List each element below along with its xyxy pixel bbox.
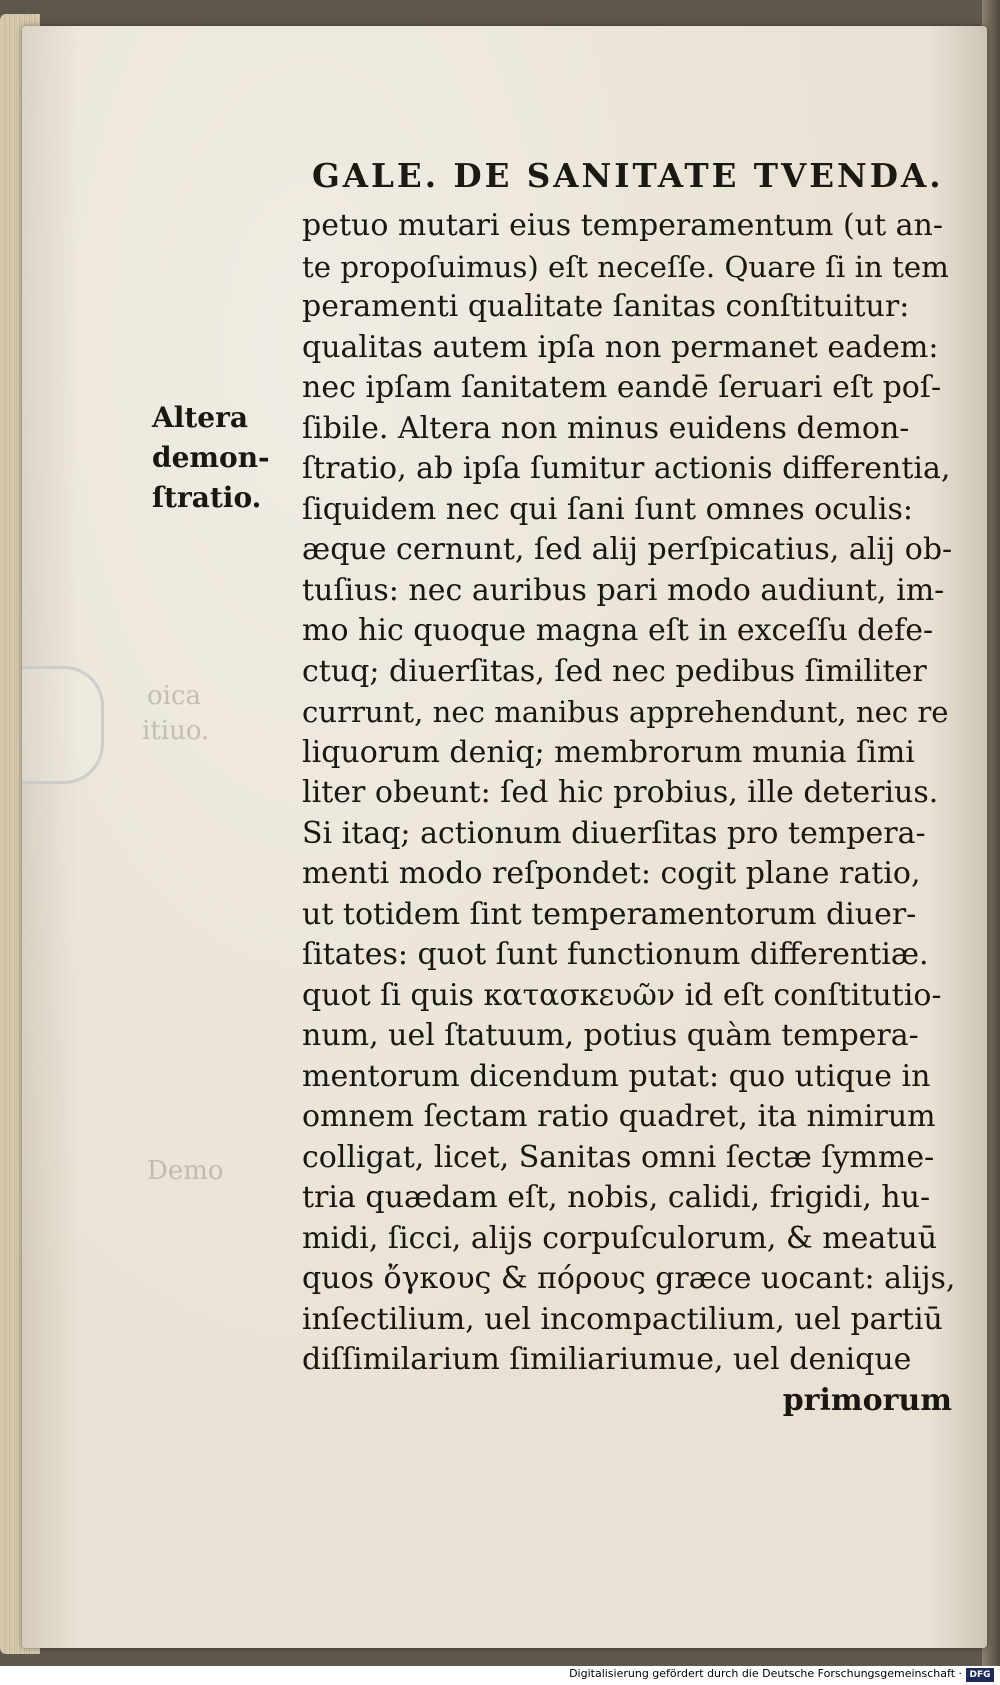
digitization-footer <box>0 1666 1000 1685</box>
text-line: Si itaq; actionum diuerſitas pro tempera- <box>302 815 926 851</box>
dfg-logo: DFG <box>966 1668 994 1682</box>
text-line: peramenti qualitate ſanitas conſtituitur: <box>302 289 910 324</box>
marginal-note-line: demon- <box>152 441 270 474</box>
text-line: ctuq; diuerſitas, ſed nec pedibus ſimiliter <box>302 653 927 689</box>
text-line: ſtratio, ab ipſa ſumitur actionis differentia, <box>302 451 951 486</box>
text-line: inſectilium, uel incompactilium, uel partiū <box>302 1301 943 1337</box>
text-line: æque cernunt, ſed alij perſpicatius, alij ob- <box>302 532 953 567</box>
text-line: mentorum dicendum putat: quo utique in <box>302 1058 931 1094</box>
text-line: currunt, nec manibus apprehendunt, nec re <box>302 695 949 729</box>
text-line: quos ὄγκους & πόρους græce uocant: alijs, <box>302 1261 956 1296</box>
text-line: menti modo reſpondet: cogit plane ratio, <box>302 856 921 891</box>
text-line: ut totidem ſint temperamentorum diuer- <box>302 896 917 932</box>
text-line: liquorum deniq; membrorum munia ſimi <box>302 734 915 770</box>
catchword: primorum <box>782 1382 952 1418</box>
text-line: qualitas autem ipſa non permanet eadem: <box>302 329 939 365</box>
text-line: nec ipſam ſanitatem eandē ſeruari eſt poſ- <box>302 370 942 405</box>
running-title: GALE. DE SANITATE TVENDA. <box>312 156 944 195</box>
text-line: omnem ſectam ratio quadret, ita nimirum <box>302 1099 936 1134</box>
text-line: te propoſuimus) eſt neceſſe. Quare ſi in tem <box>302 249 949 284</box>
text-line: diſſimilarium ſimiliariumue, uel denique <box>302 1342 912 1377</box>
text-line: ſibile. Altera non minus euidens demon- <box>302 410 910 446</box>
text-line: tuſius: nec auribus pari modo audiunt, im- <box>302 572 945 608</box>
text-line: petuo mutari eius temperamentum (ut an- <box>302 208 944 243</box>
text-line: ſitates: quot ſunt functionum differentiæ. <box>302 937 929 972</box>
text-line: tria quædam eſt, nobis, calidi, frigidi, hu- <box>302 1180 931 1215</box>
show-through-text: itiuo. <box>142 716 210 746</box>
text-line: midi, ſicci, alijs corpuſculorum, & meatuū <box>302 1220 938 1256</box>
show-through-text: Demo <box>147 1156 224 1186</box>
body-text <box>302 206 962 1421</box>
text-line: colligat, licet, Sanitas omni ſectæ ſymme- <box>302 1139 935 1175</box>
marginal-note-line: Altera <box>152 401 249 434</box>
page-clip <box>22 666 104 784</box>
text-line: mo hic quoque magna eſt in exceſſu defe- <box>302 613 934 648</box>
marginal-note <box>152 398 292 518</box>
text-line: quot ſi quis κατασκευῶν id eſt conſtitutio- <box>302 977 942 1013</box>
page-leaf <box>22 26 987 1648</box>
text-line: ſiquidem nec qui ſani ſunt omnes oculis: <box>302 491 914 527</box>
show-through-text: oica <box>147 681 202 711</box>
text-line: liter obeunt: ſed hic probius, ille deterius. <box>302 775 939 810</box>
text-line: num, uel ſtatuum, potius quàm tempera- <box>302 1018 919 1053</box>
funding-credit: Digitalisierung gefördert durch die Deutsche Forschungsgemeinschaft · <box>569 1667 962 1680</box>
marginal-note-line: ſtratio. <box>152 481 262 514</box>
